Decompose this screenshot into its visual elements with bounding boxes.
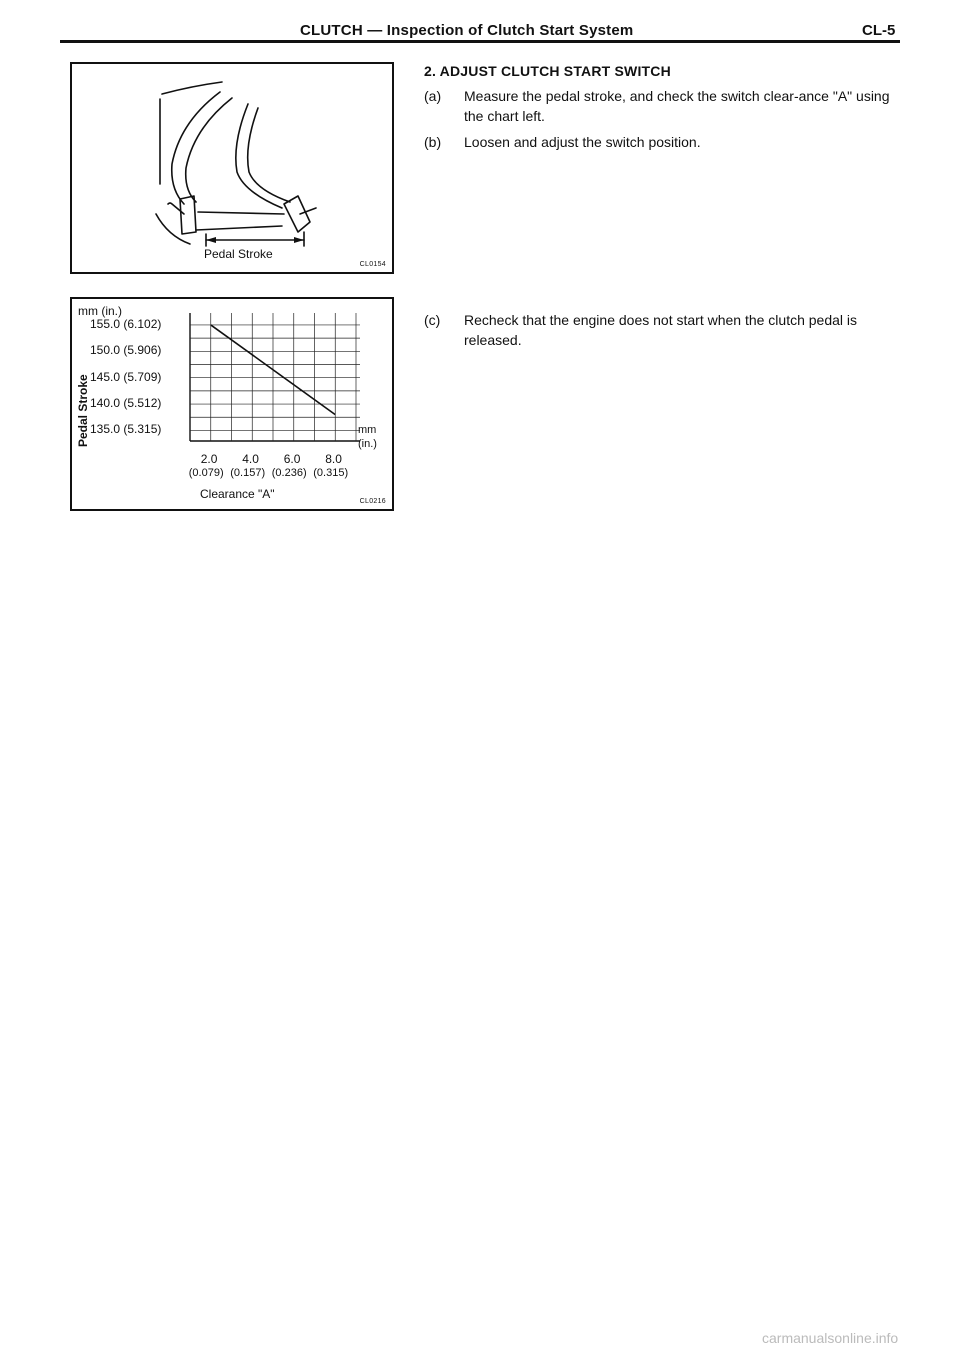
clearance-chart xyxy=(70,297,394,511)
step-text: Loosen and adjust the switch position. xyxy=(464,134,701,150)
pedal-illustration xyxy=(72,64,392,272)
x-tick-label: 4.0 xyxy=(242,452,259,466)
x-unit-mm: mm xyxy=(358,424,377,436)
page-title: CLUTCH — Inspection of Clutch Start System xyxy=(300,22,634,39)
figure-code: CL0154 xyxy=(359,261,386,268)
step-text: Measure the pedal stroke, and check the switch clear-ance "A" using the chart left. xyxy=(464,88,890,124)
y-tick-label: 145.0 (5.709) xyxy=(90,369,162,384)
pedal-stroke-figure xyxy=(70,62,394,274)
section-heading: 2. ADJUST CLUTCH START SWITCH xyxy=(424,63,671,79)
step-text: Recheck that the engine does not start when the clutch pedal is released. xyxy=(464,312,858,348)
step-letter: (b) xyxy=(424,134,442,150)
x-tick-label: 2.0 xyxy=(200,452,218,466)
x-tick-label-inch: (0.157) xyxy=(230,467,266,479)
y-tick-label: 135.0 (5.315) xyxy=(90,422,162,437)
step-letter: (a) xyxy=(424,88,442,104)
x-tick-label: 8.0 xyxy=(325,452,342,466)
y-axis-label: Pedal Stroke xyxy=(76,374,90,447)
x-axis-label: Clearance "A" xyxy=(200,487,275,501)
x-tick-label-inch: (0.315) xyxy=(313,467,349,479)
pedal-stroke-label: Pedal Stroke xyxy=(204,247,273,261)
x-tick-label-inch: (0.079) xyxy=(188,467,224,479)
y-unit-label: mm (in.) xyxy=(78,304,122,318)
page-code: CL-5 xyxy=(862,22,896,39)
step-letter: (c) xyxy=(424,312,441,328)
y-tick-label: 150.0 (5.906) xyxy=(90,343,162,358)
figure-code: CL0216 xyxy=(359,498,386,505)
y-tick-label: 140.0 (5.512) xyxy=(90,396,162,411)
x-tick-label-inch: (0.236) xyxy=(271,467,307,479)
x-unit-in: (in.) xyxy=(358,438,377,450)
watermark: carmanualsonline.info xyxy=(762,1330,899,1346)
x-tick-label: 6.0 xyxy=(283,452,301,466)
y-tick-label: 155.0 (6.102) xyxy=(90,316,162,331)
header-rule xyxy=(60,40,900,43)
